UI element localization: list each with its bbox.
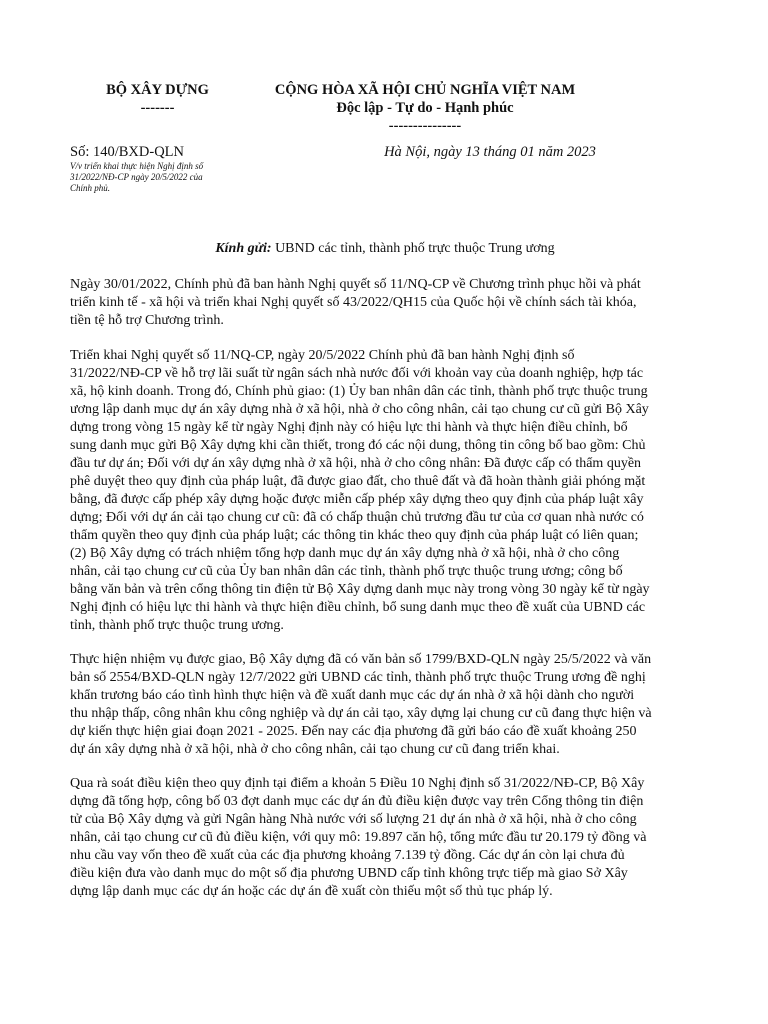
- subject-line: V/v triển khai thực hiện Nghị định số: [70, 161, 204, 171]
- text-line: (2) Bộ Xây dựng có trách nhiệm tổng hợp danh mục dự án xây dựng nhà ở xã hội, nhà ở cho công: [70, 546, 620, 561]
- text-line: Thực hiện nhiệm vụ được giao, Bộ Xây dựng đã có văn bản số 1799/BXD-QLN ngày 25/5/2022 và văn: [70, 652, 652, 667]
- text-line: dựng trong vòng 15 ngày kể từ ngày Nghị định này có hiệu lực thi hành và thực hiện điều chỉnh, bổ: [70, 420, 628, 435]
- recipient-line: [70, 240, 700, 258]
- text-line: nhân, cải tạo chung cư cũ đủ điều kiện, với quy mô: 19.897 căn hộ, tổng mức đầu tư 20.179 tỷ đồng và: [70, 830, 647, 845]
- text-line: dựng đã tổng hợp, công bố 03 đợt danh mục các dự án đủ điều kiện được vay trên Cổng thông tin điện: [70, 794, 644, 809]
- paragraph-4: [70, 775, 700, 901]
- motto-underline: ---------------: [388, 118, 462, 134]
- text-line: dựng; Đối với dự án cải tạo chung cư cũ: đã có chấp thuận chủ trương đầu tư của cơ quan nhà nước có: [70, 510, 644, 525]
- text-line: thu nhập thấp, công nhân khu công nghiệp và dự án cải tạo, xây dựng lại chung cư cũ đang thực hiện và: [70, 706, 652, 721]
- text-line: tử của Bộ Xây dựng và gửi Ngân hàng Nhà nước với số lượng 21 dự án nhà ở xã hội, nhà ở cho công: [70, 812, 637, 827]
- subject-line: Chính phủ.: [70, 183, 111, 193]
- subject-block: [70, 161, 250, 194]
- text-line: dự kiến thực hiện giai đoạn 2021 - 2025. Đến nay các địa phương đã gửi báo cáo đề xuất khoảng 250: [70, 724, 637, 739]
- text-line: bằng, đã được cấp phép xây dựng hoặc được miễn cấp phép xây dựng theo quy định của pháp luật xây: [70, 492, 644, 507]
- text-line: bản số 2554/BXD-QLN ngày 12/7/2022 gửi UBND các tỉnh, thành phố trực thuộc Trung ương đề nghị: [70, 670, 646, 685]
- text-line: thẩm quyền theo quy định của pháp luật; các thông tin khác theo quy định của pháp luật có liên quan;: [70, 528, 639, 543]
- text-line: 31/2022/NĐ-CP về hỗ trợ lãi suất từ ngân sách nhà nước đối với khoản vay của doanh nghiệp, hợp tác: [70, 366, 644, 381]
- text-line: dựng lập danh mục các dự án hoặc các dự án đề xuất còn thiếu một số thủ tục pháp lý.: [70, 884, 553, 899]
- text-line: dự án xây dựng nhà ở xã hội, nhà ở cho công nhân, cải tạo chung cư cũ đang triển khai.: [70, 742, 560, 757]
- org-underline: -------: [140, 100, 175, 116]
- place-date: Hà Nội, ngày 13 tháng 01 năm 2023: [384, 144, 596, 160]
- text-line: điều kiện đưa vào danh mục do một số địa phương UBND cấp tỉnh không trực tiếp mà giao Sở Xây: [70, 866, 628, 881]
- document-number: Số: 140/BXD-QLN: [70, 144, 184, 160]
- recipient-label: Kính gửi:: [215, 241, 272, 256]
- text-line: tiền tệ hỗ trợ Chương trình.: [70, 313, 224, 328]
- text-line: triển kinh tế - xã hội và triển khai Nghị quyết số 43/2022/QH15 của Quốc hội về chính sách tài khóa,: [70, 295, 637, 310]
- text-line: ương lập danh mục dự án xây dựng nhà ở xã hội, nhà ở cho công nhân, cải tạo chung cư cũ gửi Bộ Xây: [70, 402, 649, 417]
- text-line: Nghị định có hiệu lực thi hành và thực hiện điều chỉnh, bổ sung danh mục theo đề xuất của UBND các: [70, 600, 646, 615]
- country-name: CỘNG HÒA XÃ HỘI CHỦ NGHĨA VIỆT NAM: [274, 82, 576, 98]
- subject-line: 31/2022/NĐ-CP ngày 20/5/2022 của: [70, 172, 203, 182]
- text-line: Qua rà soát điều kiện theo quy định tại điểm a khoản 5 Điều 10 Nghị định số 31/2022/NĐ-CP, Bộ Xây: [70, 776, 645, 791]
- org-name: BỘ XÂY DỰNG: [106, 82, 209, 98]
- text-line: sung danh mục gửi Bộ Xây dựng khi cần thiết, trong đó các nội dung, thông tin công bố bao gồm: Chủ: [70, 438, 646, 453]
- text-line: bằng văn bản và trên cổng thông tin điện tử Bộ Xây dựng danh mục này trong vòng 30 ngày kể từ ngày: [70, 582, 650, 597]
- text-line: nhu cầu vay vốn theo đề xuất của các địa phương khoảng 7.139 tỷ đồng. Các dự án còn lại chưa đủ: [70, 848, 625, 863]
- text-line: Triển khai Nghị quyết số 11/NQ-CP, ngày 20/5/2022 Chính phủ đã ban hành Nghị định số: [70, 348, 575, 363]
- text-line: xã, hộ kinh doanh. Trong đó, Chính phủ giao: (1) Ủy ban nhân dân các tỉnh, thành phố trực thuộc trung: [70, 384, 648, 399]
- text-line: đầu tư dự án; Đối với dự án xây dựng nhà ở xã hội, nhà ở cho công nhân: Đã được cấp có thẩm quyền: [70, 456, 642, 471]
- paragraph-1: [70, 276, 700, 330]
- paragraph-2: [70, 347, 700, 635]
- text-line: khẩn trương báo cáo tình hình thực hiện và đề xuất danh mục các dự án nhà ở xã hội dành cho người: [70, 688, 635, 703]
- text-line: tỉnh, thành phố trực thuộc trung ương.: [70, 618, 284, 633]
- motto: Độc lập - Tự do - Hạnh phúc: [336, 100, 514, 116]
- text-line: phê duyệt theo quy định của pháp luật, đã được giao đất, cho thuê đất và đã hoàn thành giải phóng mặt: [70, 474, 646, 489]
- recipient-text: UBND các tỉnh, thành phố trực thuộc Trung ương: [271, 241, 555, 256]
- text-line: Ngày 30/01/2022, Chính phủ đã ban hành Nghị quyết số 11/NQ-CP về Chương trình phục hồi và phát: [70, 277, 641, 292]
- text-line: nhân, cải tạo chung cư cũ của Ủy ban nhân dân các tỉnh, thành phố trực thuộc trung ương; công bố: [70, 564, 623, 579]
- paragraph-3: [70, 651, 700, 759]
